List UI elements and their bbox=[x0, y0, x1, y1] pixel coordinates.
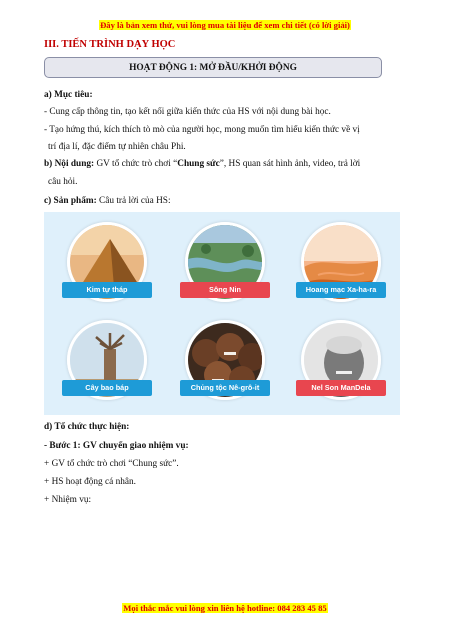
sahara-label: Hoang mạc Xa-ha-ra bbox=[296, 282, 386, 298]
content-label: b) Nội dung: bbox=[44, 159, 95, 169]
objective-heading: a) Mục tiêu: bbox=[44, 90, 93, 100]
children-label: Chủng tộc Nê-grô-it bbox=[180, 380, 270, 396]
baobab-label: Cây bao báp bbox=[62, 380, 152, 396]
mandela-label: Nel Son ManDela bbox=[296, 380, 386, 396]
product-paragraph bbox=[44, 195, 171, 207]
task-item-1: + GV tổ chức trò chơi “Chung sức”. bbox=[44, 459, 179, 469]
objective-line-2: - Tạo hứng thú, kích thích tò mò của người học, mong muốn tìm hiểu kiến thức về vị bbox=[44, 125, 360, 135]
section-heading: III. TIẾN TRÌNH DẠY HỌC bbox=[44, 39, 176, 50]
tile-baobab bbox=[62, 320, 152, 410]
nile-label: Sông Nin bbox=[180, 282, 270, 298]
product-label: c) Sản phẩm: bbox=[44, 196, 97, 206]
task-item-2: + HS hoạt động cá nhân. bbox=[44, 477, 136, 487]
content-line-2: câu hỏi. bbox=[48, 177, 78, 187]
task-item-3: + Nhiệm vụ: bbox=[44, 495, 92, 505]
preview-banner-text: Đây là bản xem thử, vui lòng mua tài liệu để xem chi tiết (có lời giải) bbox=[100, 20, 350, 30]
hotline-banner-text: Mọi thắc mắc vui lòng xin liên hệ hotline: 084 283 45 85 bbox=[123, 603, 327, 613]
objective-line-1: - Cung cấp thông tin, tạo kết nối giữa kiến thức của HS với nội dung bài học. bbox=[44, 107, 331, 117]
organize-heading: d) Tổ chức thực hiện: bbox=[44, 422, 130, 432]
hotline-banner bbox=[0, 598, 450, 616]
photo-grid bbox=[44, 212, 400, 415]
tile-mandela bbox=[296, 320, 386, 410]
tile-pyramid bbox=[62, 222, 152, 312]
step-1: - Bước 1: GV chuyển giao nhiệm vụ: bbox=[44, 441, 189, 451]
tile-nile bbox=[180, 222, 270, 312]
content-paragraph bbox=[44, 158, 360, 170]
content-text-b: ”, HS quan sát hình ảnh, video, trả lời bbox=[219, 159, 361, 169]
game-name: Chung sức bbox=[177, 159, 220, 169]
tile-sahara bbox=[296, 222, 386, 312]
preview-banner bbox=[0, 15, 450, 33]
activity-title-box: HOẠT ĐỘNG 1: MỞ ĐẦU/KHỞI ĐỘNG bbox=[44, 57, 382, 78]
objective-line-2-cont: trí địa lí, đặc điểm tự nhiên châu Phi. bbox=[48, 142, 186, 152]
product-text: Câu trả lời của HS: bbox=[96, 196, 171, 206]
pyramid-label: Kim tự tháp bbox=[62, 282, 152, 298]
content-text-a: GV tổ chức trò chơi “ bbox=[94, 159, 178, 169]
tile-children bbox=[180, 320, 270, 410]
